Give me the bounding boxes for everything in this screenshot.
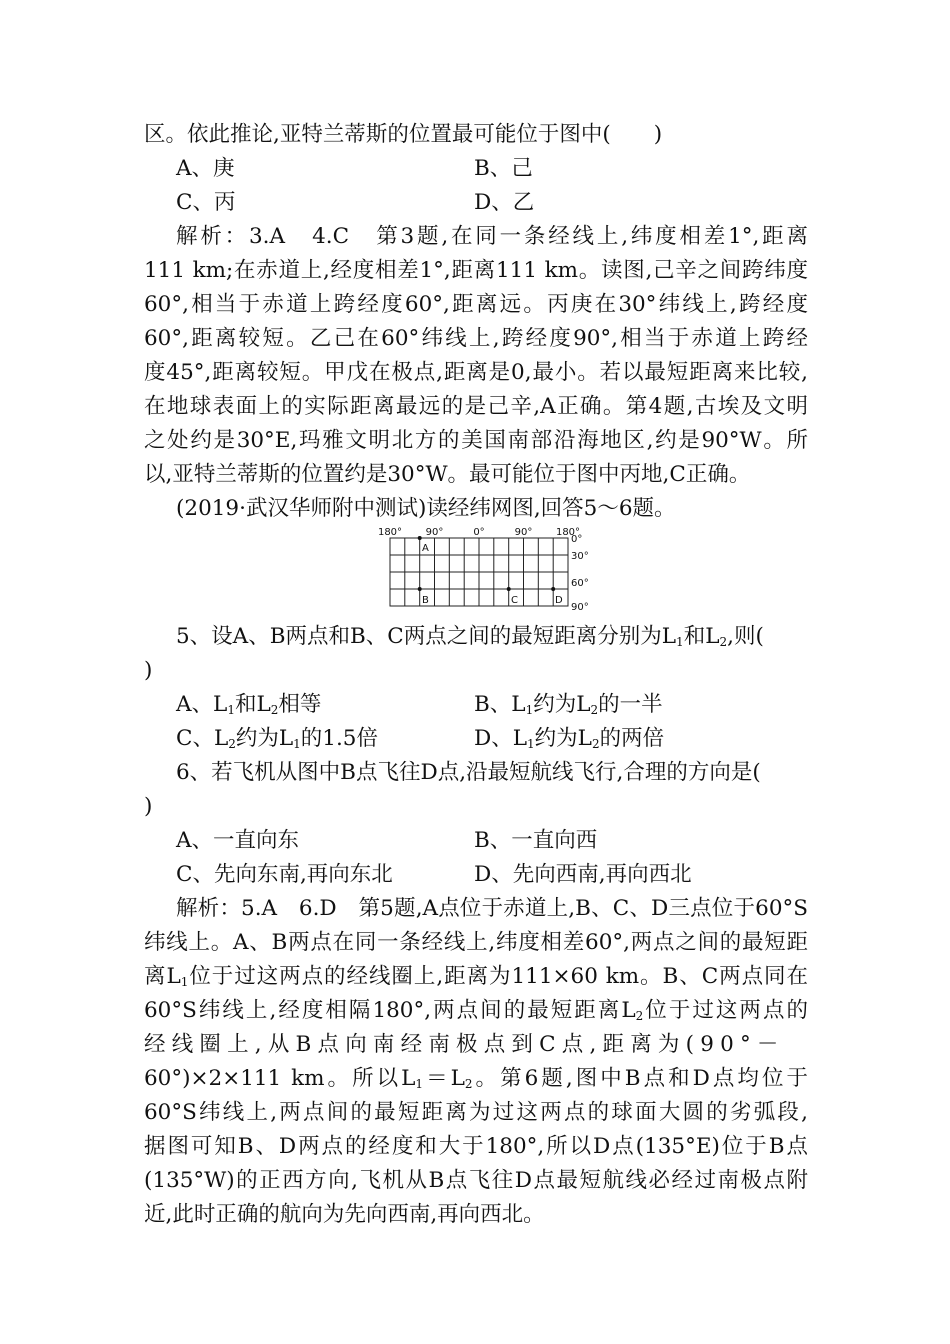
explanation-line: 111 km;在赤道上,经度相差1°,距离111 km。读图,己辛之间跨纬度 [144, 258, 808, 283]
question-5-stem-close: ) [144, 658, 153, 683]
explanation-line: (135°W)的正西方向,飞机从B点飞往D点最短航线必经过南极点附 [144, 1168, 808, 1193]
option-d: D、$L_1$约为$L_2$的两倍 [474, 726, 665, 751]
latitude-label: 30° [571, 551, 589, 562]
point-label-c: C [511, 595, 518, 606]
longitude-label: 0° [473, 527, 485, 538]
question-3-stem-tail: 区。依此推论,亚特兰蒂斯的位置最可能位于图中( ) [144, 122, 663, 147]
longitude-label: 180° [555, 527, 581, 538]
explanation-line: 解析：5.A 6.D 第5题,A点位于赤道上,B、C、D三点位于60°S [176, 896, 808, 921]
explanation-line: 60°,距离较短。乙己在60°纬线上,跨经度90°,相当于赤道上跨经 [144, 326, 808, 351]
question-6-stem: 6、若飞机从图中B点飞往D点,沿最短航线飞行,合理的方向是( [176, 760, 761, 785]
explanation-line: 60°)×2×111 km。所以$L_1=L_2$。第6题,图中B点和D点均位于 [144, 1066, 808, 1091]
explanation-line: 60°,相当于赤道上跨经度60°,距离远。丙庚在30°纬线上,跨经度 [144, 292, 808, 317]
explanation-line: 近,此时正确的航向为先向西南,再向西北。 [144, 1202, 545, 1227]
point-a-marker [418, 536, 422, 540]
explanation-line: 之处约是30°E,玛雅文明北方的美国南部沿海地区,约是90°W。所 [144, 428, 808, 453]
question-6-stem-close: ) [144, 794, 153, 819]
point-label-a: A [422, 543, 429, 554]
explanation-line: 度45°,距离较短。甲戊在极点,距离是0,最小。若以最短距离来比较, [144, 360, 808, 385]
option-c: C、$L_2$约为$L_1$的1.5倍 [176, 726, 378, 751]
explanation-line: 以,亚特兰蒂斯的位置约是30°W。最可能位于图中丙地,C正确。 [144, 462, 751, 487]
option-c: C、先向东南,再向东北 [176, 862, 393, 887]
explanation-line: 经线圈上,从B点向南经南极点到C点,距离为(90°－ [144, 1032, 785, 1057]
explanation-line: 解析：3.A 4.C 第3题,在同一条经线上,纬度相差1°,距离 [176, 224, 808, 249]
option-a: A、$L_1$和$L_2$相等 [176, 692, 322, 717]
longitude-label: 180° [377, 527, 403, 538]
section-intro: (2019·武汉华师附中测试)读经纬网图,回答5～6题。 [176, 496, 676, 521]
option-b: B、$L_1$约为$L_2$的一半 [474, 692, 663, 717]
point-c-marker [507, 587, 511, 591]
lat-long-grid-figure [372, 526, 594, 614]
longitude-label: 90° [425, 527, 444, 538]
option-d: D、先向西南,再向西北 [474, 862, 692, 887]
explanation-line: 纬线上。A、B两点在同一条经线上,纬度相差60°,两点之间的最短距 [144, 930, 808, 955]
option-a: A、庚 [176, 156, 235, 181]
latitude-label: 90° [571, 602, 589, 613]
option-d: D、乙 [474, 190, 535, 215]
option-a: A、一直向东 [176, 828, 300, 853]
explanation-line: 60°S纬线上,经度相隔180°,两点间的最短距离$L_2$位于过这两点的 [144, 998, 808, 1023]
grid-lines [390, 538, 568, 606]
point-label-b: B [422, 595, 429, 606]
point-d-marker [551, 587, 555, 591]
option-b: B、己 [474, 156, 533, 181]
explanation-line: 60°S纬线上,两点间的最短距离为过这两点的球面大圆的劣弧段, [144, 1100, 808, 1125]
question-5-stem: 5、设A、B两点和B、C两点之间的最短距离分别为$L_1$和$L_2$,则( [176, 624, 764, 649]
latitude-label: 60° [571, 578, 589, 589]
explanation-line: 在地球表面上的实际距离最远的是己辛,A正确。第4题,古埃及文明 [144, 394, 808, 419]
option-b: B、一直向西 [474, 828, 598, 853]
option-c: C、丙 [176, 190, 236, 215]
longitude-label: 90° [514, 527, 533, 538]
latitude-label: 0° [571, 534, 583, 545]
point-label-d: D [555, 595, 563, 606]
point-b-marker [418, 587, 422, 591]
explanation-line: 据图可知B、D两点的经度和大于180°,所以D点(135°E)位于B点 [144, 1134, 808, 1159]
explanation-line: 离$L_1$位于过这两点的经线圈上,距离为111×60 km。B、C两点同在 [144, 964, 808, 989]
